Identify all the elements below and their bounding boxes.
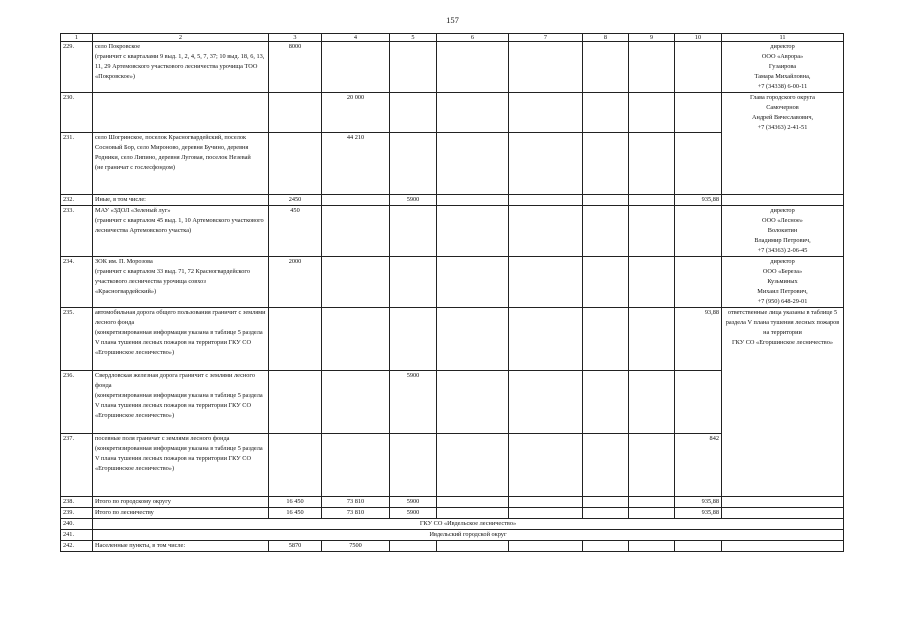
column-number: 4 [322,34,390,42]
cell-col6 [437,434,509,497]
column-number: 11 [722,34,844,42]
cell-col5 [390,308,437,371]
cell-col3: 450 [269,206,322,257]
row-number: 236. [61,371,93,434]
object-name: Иные, в том числе: [93,195,269,206]
contact-person [722,497,844,508]
empty-cell [437,541,509,552]
cell-col7 [509,508,583,519]
contact-person: ответственные лица указаны в таблице 5 раздела V плана тушения лесных пожаров на территории ГКУ СО «Егоршинское лесничество» [722,308,844,497]
cell-col5 [390,206,437,257]
column-number: 7 [509,34,583,42]
cell-col5: 5900 [390,371,437,434]
object-name: Свердловская железная дорога граничит с землями лесного фонда (конкретизированная информация указана в таблице 5 раздела V плана тушения лесных пожаров на территории ГКУ СО «Егоршинское лесничество») [93,371,269,434]
table-row [61,497,844,508]
object-name: посевные поля граничат с землями лесного фонда (конкретизированная информация указана в таблице 5 раздела V плана тушения лесных пожаров на территории ГКУ СО «Егоршинское лесничество») [93,434,269,497]
table-row [61,308,844,371]
column-number-row [61,34,844,42]
empty-cell [629,541,675,552]
cell-col3: 5870 [269,541,322,552]
cell-col3: 2450 [269,195,322,206]
row-number: 238. [61,497,93,508]
cell-col9 [629,371,675,434]
cell-col5 [390,257,437,308]
cell-col10: 935,88 [675,195,722,206]
object-name [93,93,269,133]
cell-col3 [269,371,322,434]
cell-col5: 5900 [390,508,437,519]
section-title: Ивдельский городской округ [93,530,844,541]
cell-col3: 16 450 [269,508,322,519]
cell-col10: 935,88 [675,508,722,519]
cell-col7 [509,133,583,195]
cell-col4 [322,42,390,93]
row-number: 240. [61,519,93,530]
cell-col9 [629,133,675,195]
cell-col6 [437,371,509,434]
table-row [61,206,844,257]
cell-col10 [675,371,722,434]
cell-col10 [675,133,722,195]
cell-col4: 73 810 [322,497,390,508]
cell-col6 [437,93,509,133]
row-number: 235. [61,308,93,371]
empty-cell [509,541,583,552]
cell-col7 [509,371,583,434]
cell-col5 [390,434,437,497]
cell-col4 [322,257,390,308]
cell-col8 [583,93,629,133]
cell-col6 [437,257,509,308]
section-row [61,519,844,530]
empty-cell [390,541,437,552]
empty-cell [675,541,722,552]
cell-col4: 44 210 [322,133,390,195]
cell-col8 [583,371,629,434]
empty-cell [583,541,629,552]
cell-col8 [583,257,629,308]
table-row [61,42,844,93]
cell-col5 [390,133,437,195]
cell-col10 [675,93,722,133]
cell-col6 [437,497,509,508]
cell-col7 [509,195,583,206]
table-row [61,257,844,308]
cell-col7 [509,497,583,508]
cell-col10: 842 [675,434,722,497]
cell-col10: 93,88 [675,308,722,371]
cell-col6 [437,195,509,206]
cell-col4 [322,206,390,257]
row-number: 237. [61,434,93,497]
object-name: Итого по городскому округу [93,497,269,508]
cell-col7 [509,93,583,133]
cell-col6 [437,206,509,257]
cell-col5: 5900 [390,195,437,206]
cell-col10 [675,206,722,257]
contact-person [722,195,844,206]
object-name: МАУ «ЗДОЛ «Зеленый луг» (граничит с кварталом 45 выд. 1, 10 Артемовского участкового лесничества Артемовского участка) [93,206,269,257]
column-number: 1 [61,34,93,42]
cell-col5 [390,42,437,93]
table-row [61,195,844,206]
cell-col7 [509,308,583,371]
cell-col8 [583,42,629,93]
contact-person: Глава городского округа Самочернов Андрей Вячеславович, +7 (34363) 2-41-51 [722,93,844,195]
row-number: 231. [61,133,93,195]
cell-col3 [269,434,322,497]
table-row [61,508,844,519]
column-number: 3 [269,34,322,42]
fire-plan-table [60,33,844,552]
object-name: ЗОК им. П. Морозова (граничит с кварталом 33 выд. 71, 72 Красногвардейского участкового лесничества урочища совхоз «Красногвардейский») [93,257,269,308]
column-number: 10 [675,34,722,42]
table-row [61,541,844,552]
cell-col9 [629,206,675,257]
cell-col7 [509,206,583,257]
cell-col6 [437,508,509,519]
contact-person: директор ООО «Аврора» Гузаирова Тамара Михайловна, +7 (34338) 6-00-11 [722,42,844,93]
object-name: село Шогринское, поселок Красногвардейский, поселок Сосновый Бор, село Мироново, деревня Бучино, деревня Родники, село Липино, деревня Луговая, поселок Незевай (не граничат с гослесфондом) [93,133,269,195]
cell-col3: 8000 [269,42,322,93]
empty-cell [722,541,844,552]
cell-col8 [583,195,629,206]
cell-col6 [437,308,509,371]
object-name: автомобильная дорога общего пользования граничит с землями лесного фонда (конкретизированная информация указана в таблице 5 раздела V плана тушения лесных пожаров на территории ГКУ СО «Егоршинское лесничество») [93,308,269,371]
cell-col3: 16 450 [269,497,322,508]
section-title: ГКУ СО «Ивдельское лесничество» [93,519,844,530]
cell-col8 [583,133,629,195]
cell-col7 [509,434,583,497]
cell-col9 [629,434,675,497]
cell-col4: 73 810 [322,508,390,519]
cell-col4 [322,195,390,206]
cell-col8 [583,308,629,371]
cell-col9 [629,508,675,519]
object-name: Населенные пункты, в том числе: [93,541,269,552]
cell-col5: 5900 [390,497,437,508]
object-name: Итого по лесничеству [93,508,269,519]
row-number: 230. [61,93,93,133]
cell-col10 [675,42,722,93]
row-number: 239. [61,508,93,519]
object-name: село Покровское (граничит с кварталами 9 выд. 1, 2, 4, 5, 7, 37; 10 выд. 18, 6, 13, 11, 29 Артемовского участкового лесничества урочища ТОО «Покровское») [93,42,269,93]
cell-col6 [437,42,509,93]
cell-col9 [629,257,675,308]
cell-col7 [509,257,583,308]
column-number: 6 [437,34,509,42]
row-number: 241. [61,530,93,541]
column-number: 2 [93,34,269,42]
cell-col3: 2000 [269,257,322,308]
column-number: 8 [583,34,629,42]
column-number: 9 [629,34,675,42]
cell-col9 [629,195,675,206]
contact-person [722,508,844,519]
row-number: 234. [61,257,93,308]
cell-col4: 20 000 [322,93,390,133]
cell-col8 [583,508,629,519]
cell-col4 [322,308,390,371]
cell-col4: 7500 [322,541,390,552]
cell-col10: 935,88 [675,497,722,508]
cell-col10 [675,257,722,308]
cell-col8 [583,497,629,508]
cell-col8 [583,206,629,257]
cell-col7 [509,42,583,93]
row-number: 233. [61,206,93,257]
contact-person: директор ООО «Лесное» Волокитин Владимир Петрович, +7 (34363) 2-06-45 [722,206,844,257]
cell-col9 [629,42,675,93]
cell-col4 [322,371,390,434]
cell-col3 [269,93,322,133]
row-number: 232. [61,195,93,206]
cell-col5 [390,93,437,133]
cell-col6 [437,133,509,195]
row-number: 229. [61,42,93,93]
cell-col9 [629,308,675,371]
table-row [61,93,844,133]
row-number: 242. [61,541,93,552]
column-number: 5 [390,34,437,42]
cell-col9 [629,497,675,508]
page-number: 157 [446,15,459,25]
cell-col3 [269,133,322,195]
cell-col8 [583,434,629,497]
section-row [61,530,844,541]
cell-col9 [629,93,675,133]
cell-col3 [269,308,322,371]
contact-person: директор ООО «Береза» Кузьминых Михаил Петрович, +7 (950) 648-29-01 [722,257,844,308]
cell-col4 [322,434,390,497]
